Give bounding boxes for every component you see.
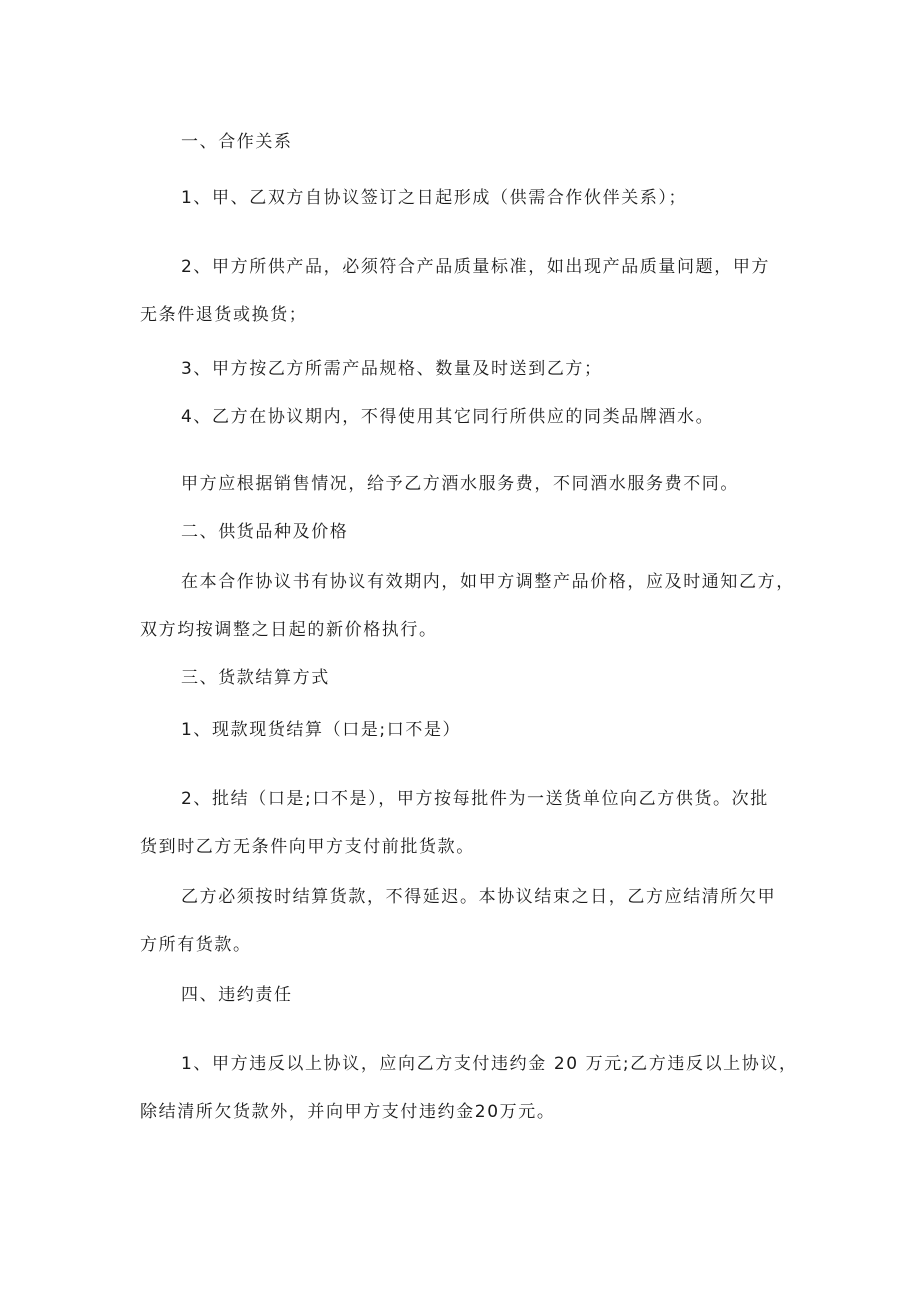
service-fee-paragraph: 甲方应根据销售情况，给予乙方酒水服务费，不同酒水服务费不同。 (181, 474, 739, 494)
settlement-clause-1: 1、现款现货结算（口是;口不是） (181, 720, 462, 740)
clause-2-paragraph: 2、甲方所供产品，必须符合产品质量标准，如出现产品质量问题，甲方 (181, 257, 771, 277)
section-heading-supply-price: 二、供货品种及价格 (181, 522, 349, 542)
section-heading-settlement: 三、货款结算方式 (181, 668, 330, 688)
clause-1-paragraph: 1、甲、乙双方自协议签订之日起形成（供需合作伙伴关系）； (181, 188, 688, 208)
clause-3-paragraph: 3、甲方按乙方所需产品规格、数量及时送到乙方； (181, 359, 603, 379)
section-heading-liability: 四、违约责任 (181, 985, 293, 1005)
settlement-clause-2: 2、批结（口是;口不是），甲方按每批件为一送货单位向乙方供货。次批 (181, 789, 769, 809)
settlement-clause-2-continuation: 货到时乙方无条件向甲方支付前批货款。 (140, 837, 475, 857)
liability-clause-1: 1、甲方违反以上协议，应向乙方支付违约金 20 万元;乙方违反以上协议， (181, 1054, 798, 1074)
liability-clause-1-continuation: 除结清所欠货款外，并向甲方支付违约金20万元。 (140, 1102, 556, 1122)
settlement-deadline-continuation: 方所有货款。 (140, 935, 252, 955)
clause-4-paragraph: 4、乙方在协议期内，不得使用其它同行所供应的同类品牌酒水。 (181, 407, 715, 427)
section-heading-cooperation: 一、合作关系 (181, 132, 293, 152)
price-adjust-paragraph: 在本合作协议书有协议有效期内，如甲方调整产品价格，应及时通知乙方， (181, 572, 795, 592)
clause-2-continuation: 无条件退货或换货； (140, 305, 308, 325)
settlement-deadline-paragraph: 乙方必须按时结算货款，不得延迟。本协议结束之日，乙方应结清所欠甲 (181, 887, 777, 907)
price-adjust-continuation: 双方均按调整之日起的新价格执行。 (140, 620, 438, 640)
